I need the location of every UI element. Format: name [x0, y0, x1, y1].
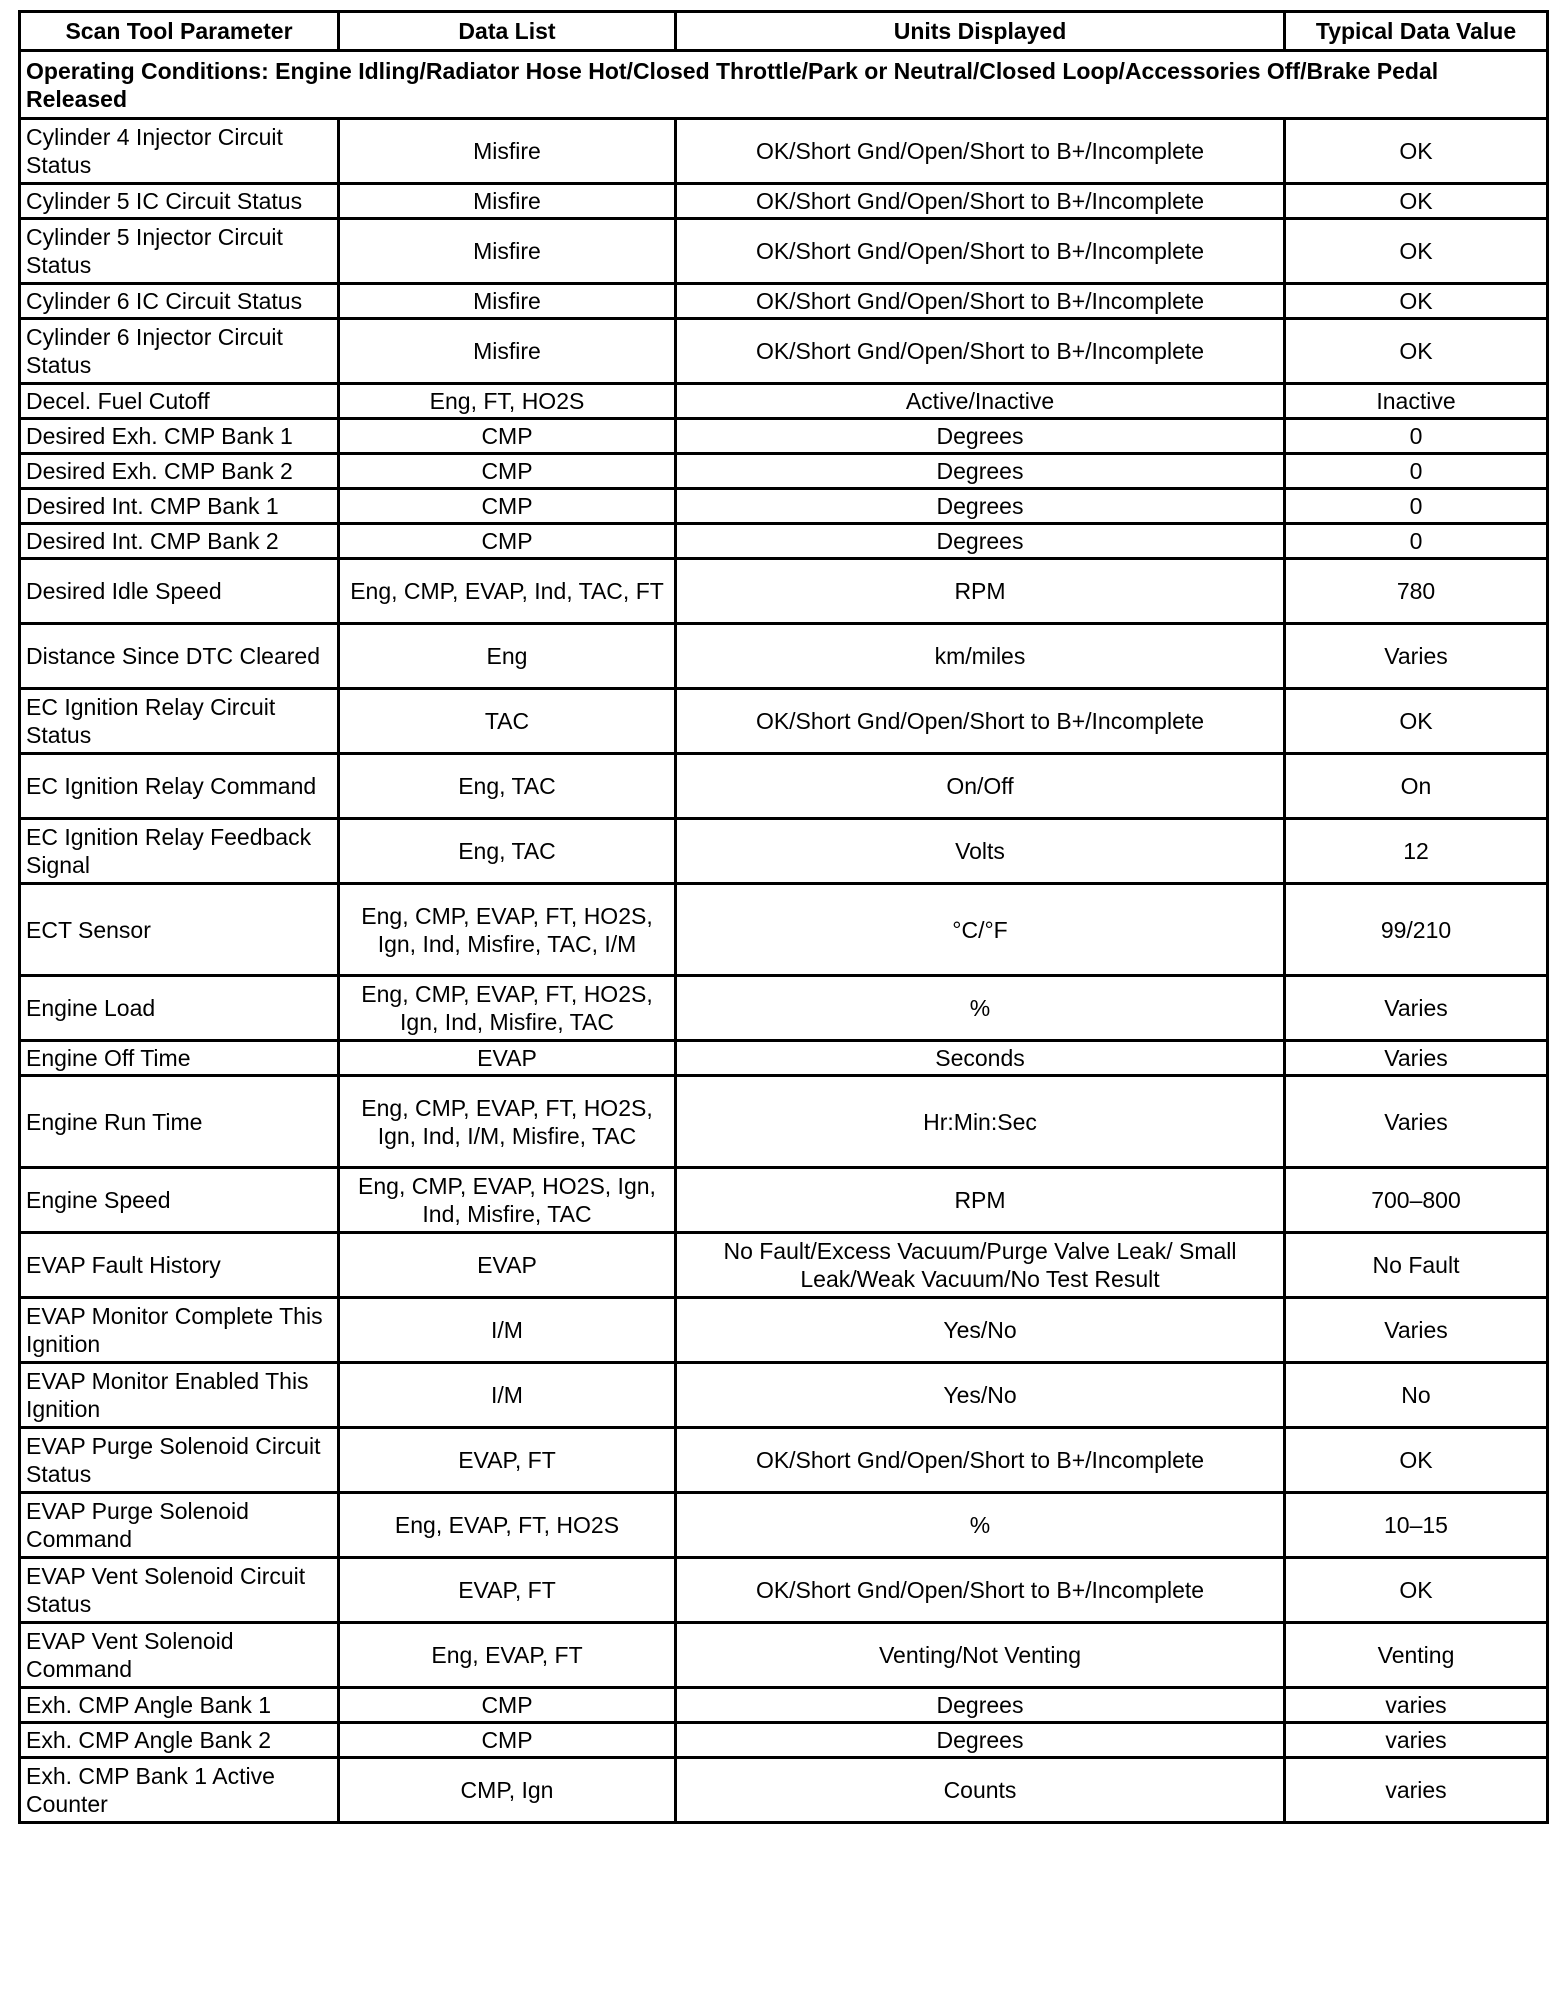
data-list-cell: I/M [339, 1298, 676, 1363]
data-list-cell: CMP, Ign [339, 1758, 676, 1823]
table-row [20, 219, 1548, 284]
data-list-cell: I/M [339, 1363, 676, 1428]
table-row [20, 1723, 1548, 1758]
data-list-cell: Eng, EVAP, FT [339, 1623, 676, 1688]
parameter-cell: Engine Load [20, 976, 339, 1041]
data-list-cell: Eng, TAC [339, 754, 676, 819]
units-cell: OK/Short Gnd/Open/Short to B+/Incomplete [676, 1558, 1285, 1623]
typical-value-cell: OK [1285, 319, 1548, 384]
typical-value-cell: 0 [1285, 454, 1548, 489]
parameter-cell: EVAP Vent Solenoid Circuit Status [20, 1558, 339, 1623]
table-row [20, 1041, 1548, 1076]
data-list-cell: CMP [339, 454, 676, 489]
table-row [20, 1233, 1548, 1298]
typical-value-cell: OK [1285, 689, 1548, 754]
data-list-cell: EVAP, FT [339, 1428, 676, 1493]
parameter-cell: Cylinder 5 IC Circuit Status [20, 184, 339, 219]
typical-value-cell: OK [1285, 184, 1548, 219]
table-row [20, 1076, 1548, 1168]
parameter-cell: Desired Exh. CMP Bank 2 [20, 454, 339, 489]
typical-value-cell: Inactive [1285, 384, 1548, 419]
table-row [20, 819, 1548, 884]
table-row [20, 559, 1548, 624]
typical-value-cell: No Fault [1285, 1233, 1548, 1298]
parameter-cell: Exh. CMP Angle Bank 1 [20, 1688, 339, 1723]
typical-value-cell: Varies [1285, 976, 1548, 1041]
units-cell: OK/Short Gnd/Open/Short to B+/Incomplete [676, 284, 1285, 319]
units-cell: OK/Short Gnd/Open/Short to B+/Incomplete [676, 119, 1285, 184]
units-cell: Yes/No [676, 1363, 1285, 1428]
data-list-cell: Eng, CMP, EVAP, HO2S, Ign, Ind, Misfire, TAC [339, 1168, 676, 1233]
table-row [20, 1168, 1548, 1233]
table-row [20, 1428, 1548, 1493]
units-cell: Volts [676, 819, 1285, 884]
units-cell: Degrees [676, 1723, 1285, 1758]
units-cell: Degrees [676, 419, 1285, 454]
typical-value-cell: On [1285, 754, 1548, 819]
table-row [20, 319, 1548, 384]
table-row [20, 284, 1548, 319]
units-cell: Seconds [676, 1041, 1285, 1076]
data-list-cell: EVAP, FT [339, 1558, 676, 1623]
typical-value-cell: Varies [1285, 1298, 1548, 1363]
data-list-cell: Misfire [339, 119, 676, 184]
parameter-cell: EVAP Vent Solenoid Command [20, 1623, 339, 1688]
units-cell: Degrees [676, 1688, 1285, 1723]
data-list-cell: Eng [339, 624, 676, 689]
data-list-cell: EVAP [339, 1041, 676, 1076]
table-row [20, 384, 1548, 419]
header-units-displayed: Units Displayed [676, 12, 1285, 51]
table-row [20, 1493, 1548, 1558]
data-list-cell: Eng, CMP, EVAP, FT, HO2S, Ign, Ind, Misfire, TAC [339, 976, 676, 1041]
typical-value-cell: varies [1285, 1723, 1548, 1758]
parameter-cell: EVAP Monitor Enabled This Ignition [20, 1363, 339, 1428]
units-cell: Degrees [676, 489, 1285, 524]
data-list-cell: TAC [339, 689, 676, 754]
typical-value-cell: varies [1285, 1758, 1548, 1823]
parameter-cell: Engine Off Time [20, 1041, 339, 1076]
parameter-cell: EVAP Monitor Complete This Ignition [20, 1298, 339, 1363]
typical-value-cell: Venting [1285, 1623, 1548, 1688]
units-cell: On/Off [676, 754, 1285, 819]
units-cell: OK/Short Gnd/Open/Short to B+/Incomplete [676, 1428, 1285, 1493]
table-row [20, 1758, 1548, 1823]
table-row [20, 454, 1548, 489]
data-list-cell: Misfire [339, 219, 676, 284]
data-list-cell: CMP [339, 1723, 676, 1758]
table-row [20, 1623, 1548, 1688]
parameter-cell: Engine Speed [20, 1168, 339, 1233]
parameter-cell: Decel. Fuel Cutoff [20, 384, 339, 419]
typical-value-cell: 0 [1285, 419, 1548, 454]
data-list-cell: Eng, CMP, EVAP, FT, HO2S, Ign, Ind, I/M, Misfire, TAC [339, 1076, 676, 1168]
typical-value-cell: OK [1285, 1428, 1548, 1493]
header-row [20, 12, 1548, 51]
data-list-cell: Eng, CMP, EVAP, Ind, TAC, FT [339, 559, 676, 624]
parameter-cell: Distance Since DTC Cleared [20, 624, 339, 689]
parameter-cell: ECT Sensor [20, 884, 339, 976]
header-scan-tool-parameter: Scan Tool Parameter [20, 12, 339, 51]
typical-value-cell: 12 [1285, 819, 1548, 884]
units-cell: Degrees [676, 524, 1285, 559]
table-row [20, 884, 1548, 976]
table-row [20, 184, 1548, 219]
table-row [20, 524, 1548, 559]
typical-value-cell: Varies [1285, 1041, 1548, 1076]
parameter-cell: Exh. CMP Bank 1 Active Counter [20, 1758, 339, 1823]
typical-value-cell: 780 [1285, 559, 1548, 624]
table-row [20, 1363, 1548, 1428]
table-row [20, 419, 1548, 454]
units-cell: RPM [676, 1168, 1285, 1233]
units-cell: Yes/No [676, 1298, 1285, 1363]
table-row [20, 754, 1548, 819]
typical-value-cell: OK [1285, 1558, 1548, 1623]
units-cell: % [676, 976, 1285, 1041]
typical-value-cell: 99/210 [1285, 884, 1548, 976]
operating-conditions-row [20, 51, 1548, 119]
units-cell: OK/Short Gnd/Open/Short to B+/Incomplete [676, 319, 1285, 384]
parameter-cell: EVAP Purge Solenoid Circuit Status [20, 1428, 339, 1493]
typical-value-cell: Varies [1285, 1076, 1548, 1168]
table-row [20, 689, 1548, 754]
units-cell: RPM [676, 559, 1285, 624]
units-cell: OK/Short Gnd/Open/Short to B+/Incomplete [676, 689, 1285, 754]
units-cell: Counts [676, 1758, 1285, 1823]
parameter-cell: EC Ignition Relay Command [20, 754, 339, 819]
units-cell: Hr:Min:Sec [676, 1076, 1285, 1168]
data-list-cell: Eng, TAC [339, 819, 676, 884]
typical-value-cell: 700–800 [1285, 1168, 1548, 1233]
data-list-cell: CMP [339, 1688, 676, 1723]
data-list-cell: Misfire [339, 284, 676, 319]
table-row [20, 119, 1548, 184]
units-cell: km/miles [676, 624, 1285, 689]
parameter-cell: Cylinder 5 Injector Circuit Status [20, 219, 339, 284]
parameter-cell: Desired Int. CMP Bank 1 [20, 489, 339, 524]
parameter-cell: Desired Exh. CMP Bank 1 [20, 419, 339, 454]
data-list-cell: CMP [339, 489, 676, 524]
header-data-list: Data List [339, 12, 676, 51]
typical-value-cell: 0 [1285, 489, 1548, 524]
table-row [20, 1298, 1548, 1363]
typical-value-cell: OK [1285, 219, 1548, 284]
header-typical-data-value: Typical Data Value [1285, 12, 1548, 51]
operating-conditions: Operating Conditions: Engine Idling/Radiator Hose Hot/Closed Throttle/Park or Neutral/Closed Loop/Accessories Off/Brake Pedal Released [20, 51, 1548, 119]
parameter-cell: Engine Run Time [20, 1076, 339, 1168]
table-row [20, 1558, 1548, 1623]
data-list-cell: Misfire [339, 184, 676, 219]
data-list-cell: Eng, EVAP, FT, HO2S [339, 1493, 676, 1558]
units-cell: Active/Inactive [676, 384, 1285, 419]
parameter-cell: Desired Idle Speed [20, 559, 339, 624]
typical-value-cell: OK [1285, 119, 1548, 184]
units-cell: No Fault/Excess Vacuum/Purge Valve Leak/ Small Leak/Weak Vacuum/No Test Result [676, 1233, 1285, 1298]
typical-value-cell: OK [1285, 284, 1548, 319]
data-list-cell: CMP [339, 524, 676, 559]
parameter-cell: EVAP Purge Solenoid Command [20, 1493, 339, 1558]
units-cell: OK/Short Gnd/Open/Short to B+/Incomplete [676, 184, 1285, 219]
table-row [20, 1688, 1548, 1723]
units-cell: OK/Short Gnd/Open/Short to B+/Incomplete [676, 219, 1285, 284]
parameter-cell: Cylinder 4 Injector Circuit Status [20, 119, 339, 184]
table-row [20, 624, 1548, 689]
parameter-cell: Exh. CMP Angle Bank 2 [20, 1723, 339, 1758]
data-list-cell: Eng, CMP, EVAP, FT, HO2S, Ign, Ind, Misfire, TAC, I/M [339, 884, 676, 976]
typical-value-cell: Varies [1285, 624, 1548, 689]
table-row [20, 976, 1548, 1041]
typical-value-cell: varies [1285, 1688, 1548, 1723]
typical-value-cell: 0 [1285, 524, 1548, 559]
data-list-cell: Misfire [339, 319, 676, 384]
parameter-cell: Cylinder 6 Injector Circuit Status [20, 319, 339, 384]
units-cell: % [676, 1493, 1285, 1558]
parameter-cell: EC Ignition Relay Circuit Status [20, 689, 339, 754]
data-list-cell: EVAP [339, 1233, 676, 1298]
units-cell: Degrees [676, 454, 1285, 489]
parameter-cell: Cylinder 6 IC Circuit Status [20, 284, 339, 319]
parameter-cell: EVAP Fault History [20, 1233, 339, 1298]
typical-value-cell: No [1285, 1363, 1548, 1428]
parameter-cell: EC Ignition Relay Feedback Signal [20, 819, 339, 884]
data-list-cell: Eng, FT, HO2S [339, 384, 676, 419]
units-cell: Venting/Not Venting [676, 1623, 1285, 1688]
parameter-cell: Desired Int. CMP Bank 2 [20, 524, 339, 559]
units-cell: °C/°F [676, 884, 1285, 976]
typical-value-cell: 10–15 [1285, 1493, 1548, 1558]
data-list-cell: CMP [339, 419, 676, 454]
table-row [20, 489, 1548, 524]
scan-tool-data-table [18, 10, 1549, 1824]
